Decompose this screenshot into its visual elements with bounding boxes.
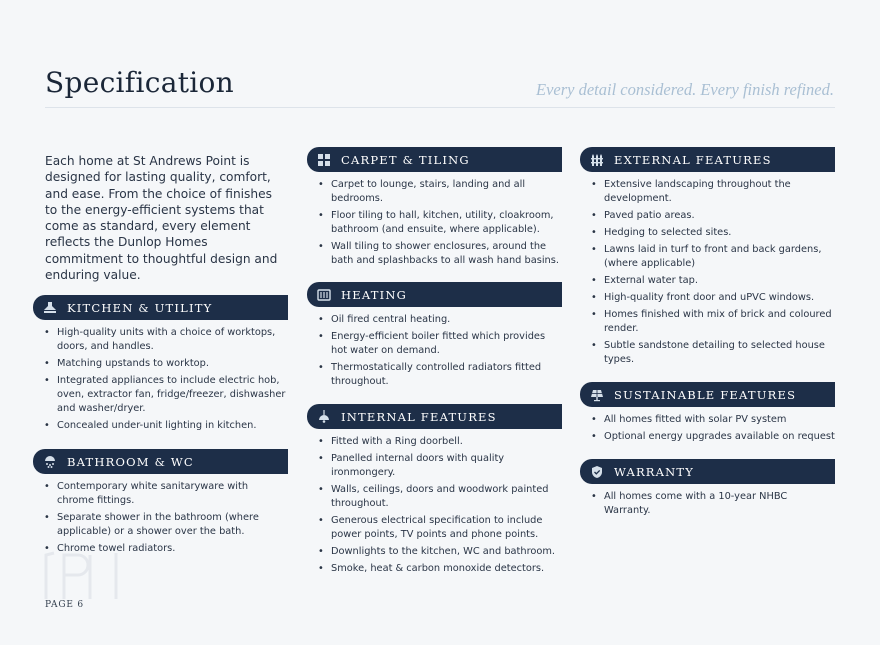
list-item: • Extensive landscaping throughout the development.	[591, 178, 835, 206]
list-item: • Paved patio areas.	[591, 209, 835, 223]
list-item: • External water tap.	[591, 274, 835, 288]
list-item: • Oil fired central heating.	[318, 313, 562, 327]
section-carpet-list	[307, 178, 562, 268]
section-heating-list	[307, 313, 562, 389]
list-item: • Generous electrical specification to include power points, TV points and phone points.	[318, 514, 562, 542]
section-external-title: EXTERNAL FEATURES	[614, 152, 772, 167]
section-carpet	[307, 147, 562, 271]
section-external-list	[580, 178, 835, 367]
list-item: • Floor tiling to hall, kitchen, utility, cloakroom, bathroom (and ensuite, where applicable).	[318, 209, 562, 237]
list-item: • Panelled internal doors with quality ironmongery.	[318, 452, 562, 480]
section-carpet-header	[307, 147, 562, 172]
section-external	[580, 147, 835, 370]
shower-icon	[43, 455, 57, 469]
list-item: • Lawns laid in turf to front and back gardens, (where applicable)	[591, 243, 835, 271]
list-item: • Fitted with a Ring doorbell.	[318, 435, 562, 449]
intro-paragraph: Each home at St Andrews Point is designed for lasting quality, comfort, and ease. From the choice of finishes to the energy-efficient systems that come as standard, every element reflects the Dunlop Homes commitment to thoughtful design and enduring value.	[45, 154, 278, 283]
section-sustainable	[580, 382, 835, 447]
section-heating	[307, 282, 562, 392]
list-item: • High-quality units with a choice of worktops, doors, and handles.	[44, 326, 288, 354]
section-kitchen-title: KITCHEN & UTILITY	[67, 300, 213, 315]
list-item: • Carpet to lounge, stairs, landing and all bedrooms.	[318, 178, 562, 206]
list-item: • Matching upstands to worktop.	[44, 357, 288, 371]
page-tagline: Every detail considered. Every finish refined.	[536, 80, 834, 99]
section-bathroom	[33, 449, 288, 559]
header-divider	[45, 107, 835, 108]
watermark-logo	[44, 551, 118, 601]
section-warranty-header	[580, 459, 835, 484]
list-item: • Thermostatically controlled radiators fitted throughout.	[318, 361, 562, 389]
section-internal-title: INTERNAL FEATURES	[341, 409, 497, 424]
page-title: Specification	[45, 66, 235, 99]
list-item: • Chrome towel radiators.	[44, 542, 288, 556]
section-internal-header	[307, 404, 562, 429]
section-heating-title: HEATING	[341, 287, 407, 302]
section-bathroom-list	[33, 480, 288, 556]
range-hood-icon	[43, 301, 57, 315]
section-carpet-title: CARPET & TILING	[341, 152, 470, 167]
section-warranty-title: WARRANTY	[614, 464, 695, 479]
list-item: • Wall tiling to shower enclosures, around the bath and splashbacks to all wash hand basins.	[318, 240, 562, 268]
radiator-icon	[317, 288, 331, 302]
section-bathroom-title: BATHROOM & WC	[67, 454, 194, 469]
section-kitchen	[33, 295, 288, 436]
section-internal-list	[307, 435, 562, 576]
section-warranty	[580, 459, 835, 521]
tiles-icon	[317, 153, 331, 167]
section-warranty-list	[580, 490, 835, 518]
page-number: PAGE 6	[45, 600, 84, 610]
list-item: • Separate shower in the bathroom (where applicable) or a shower over the bath.	[44, 511, 288, 539]
fence-icon	[590, 153, 604, 167]
list-item: • Homes finished with mix of brick and coloured render.	[591, 308, 835, 336]
section-kitchen-list	[33, 326, 288, 433]
list-item: • Walls, ceilings, doors and woodwork painted throughout.	[318, 483, 562, 511]
list-item: • All homes come with a 10-year NHBC Warranty.	[591, 490, 835, 518]
list-item: • All homes fitted with solar PV system	[591, 413, 835, 427]
list-item: • Subtle sandstone detailing to selected house types.	[591, 339, 835, 367]
list-item: • Downlights to the kitchen, WC and bathroom.	[318, 545, 562, 559]
pendant-lamp-icon	[317, 410, 331, 424]
section-bathroom-header	[33, 449, 288, 474]
list-item: • High-quality front door and uPVC windows.	[591, 291, 835, 305]
section-heating-header	[307, 282, 562, 307]
list-item: • Hedging to selected sites.	[591, 226, 835, 240]
shield-check-icon	[590, 465, 604, 479]
section-external-header	[580, 147, 835, 172]
list-item: • Concealed under-unit lighting in kitchen.	[44, 419, 288, 433]
section-sustainable-title: SUSTAINABLE FEATURES	[614, 387, 797, 402]
list-item: • Contemporary white sanitaryware with chrome fittings.	[44, 480, 288, 508]
list-item: • Optional energy upgrades available on request	[591, 430, 835, 444]
solar-panel-icon	[590, 388, 604, 402]
list-item: • Smoke, heat & carbon monoxide detectors.	[318, 562, 562, 576]
list-item: • Energy-efficient boiler fitted which provides hot water on demand.	[318, 330, 562, 358]
section-internal	[307, 404, 562, 579]
section-sustainable-header	[580, 382, 835, 407]
section-sustainable-list	[580, 413, 835, 444]
list-item: • Integrated appliances to include electric hob, oven, extractor fan, fridge/freezer, dishwasher and washer/dryer.	[44, 374, 288, 416]
section-kitchen-header	[33, 295, 288, 320]
